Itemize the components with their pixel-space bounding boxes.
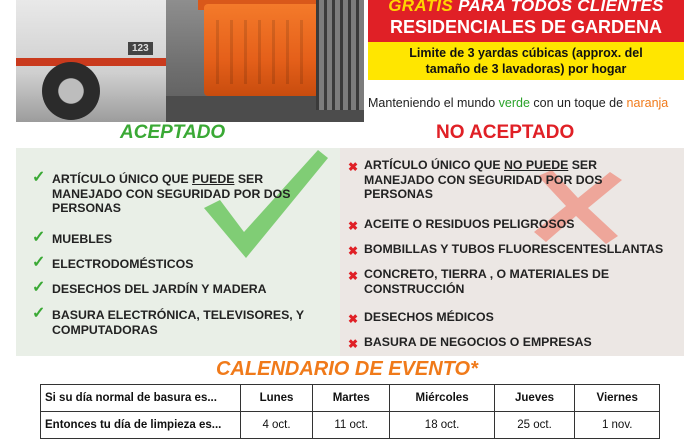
rejected-item-1	[364, 158, 602, 202]
free-banner	[368, 0, 684, 42]
rejected-item-4-line1: CONCRETO, TIERRA , O MATERIALES DE	[364, 267, 610, 281]
day-cell: Miércoles	[390, 385, 494, 412]
check-icon: ✓	[32, 169, 46, 186]
day-cell: Martes	[313, 385, 390, 412]
rejected-item-4	[364, 267, 609, 296]
x-icon: ✖	[348, 337, 359, 351]
calendar-title: CALENDARIO DE EVENTO*	[216, 358, 478, 380]
day-cell: Jueves	[494, 385, 575, 412]
rejected-item-1-post: SER	[568, 158, 597, 172]
accepted-item-2: MUEBLES	[52, 232, 113, 246]
hero-photo	[16, 0, 364, 122]
accepted-item-4: DESECHOS DEL JARDÍN Y MADERA	[52, 282, 267, 296]
date-cell: 18 oct.	[390, 412, 494, 439]
gratis-word: GRATIS	[388, 0, 454, 15]
date-cell: 11 oct.	[313, 412, 390, 439]
motto	[368, 96, 686, 110]
rejected-item-4-line2: CONSTRUCCIÓN	[364, 281, 465, 296]
x-icon: ✖	[348, 160, 359, 174]
calendar-table	[40, 384, 660, 439]
rejected-item-1-pre: ARTÍCULO ÚNICO QUE	[364, 158, 505, 172]
date-cell: 25 oct.	[494, 412, 575, 439]
accepted-item-5-line2: COMPUTADORAS	[52, 322, 158, 337]
accepted-item-5	[52, 308, 304, 337]
accepted-heading: ACEPTADO	[120, 122, 226, 143]
rejected-item-1-line2: MANEJADO CON SEGURIDAD POR DOS	[364, 172, 603, 187]
banner-line-1-rest: PARA TODOS CLIENTES	[453, 0, 664, 15]
accepted-item-1	[52, 172, 290, 216]
x-icon: ✖	[348, 312, 359, 326]
motto-naranja: naranja	[626, 96, 669, 110]
row1-label: Si su día normal de basura es...	[41, 385, 241, 412]
x-icon: ✖	[348, 269, 359, 283]
rejected-item-6: BASURA DE NEGOCIOS O EMPRESAS	[364, 335, 592, 349]
rejected-item-5: DESECHOS MÉDICOS	[364, 310, 494, 324]
limit-box	[368, 42, 684, 80]
row2-label: Entonces tu día de limpieza es...	[41, 412, 241, 439]
motto-verde: verde	[498, 96, 530, 110]
rejected-item-3: BOMBILLAS Y TUBOS FLUORESCENTESLLANTAS	[364, 242, 664, 256]
dumpster-ribs	[216, 20, 310, 84]
accepted-item-1-underline: PUEDE	[192, 172, 235, 186]
date-cell: 4 oct.	[241, 412, 313, 439]
accepted-item-1-post: SER	[234, 172, 264, 186]
truck-wheel	[42, 62, 100, 120]
table-row	[41, 385, 660, 412]
truck-number: 123	[128, 42, 153, 55]
metal-rack	[316, 0, 364, 110]
limit-line-1: Limite de 3 yardas cúbicas (approx. del	[409, 46, 643, 60]
accepted-item-1-line2: MANEJADO CON SEGURIDAD POR DOS	[52, 186, 291, 201]
accepted-item-1-line3: PERSONAS	[52, 201, 122, 215]
x-icon: ✖	[348, 219, 359, 233]
rejected-item-1-line3: PERSONAS	[364, 187, 434, 201]
check-icon: ✓	[32, 254, 46, 271]
motto-middle: con un toque de	[529, 96, 627, 110]
truck-stripe	[16, 58, 166, 66]
check-icon: ✓	[32, 279, 46, 296]
table-row	[41, 412, 660, 439]
check-icon: ✓	[32, 229, 46, 246]
banner-line-1	[368, 0, 684, 16]
x-icon: ✖	[348, 244, 359, 258]
accepted-item-3: ELECTRODOMÉSTICOS	[52, 257, 194, 271]
check-icon: ✓	[32, 305, 46, 322]
rejected-item-2: ACEITE O RESIDUOS PELIGROSOS	[364, 217, 575, 231]
accepted-item-5-line1: BASURA ELECTRÓNICA, TELEVISORES, Y	[52, 308, 305, 322]
date-cell: 1 nov.	[575, 412, 660, 439]
rejected-item-1-underline: NO PUEDE	[504, 158, 569, 172]
accepted-item-1-pre: ARTÍCULO ÚNICO QUE	[52, 172, 193, 186]
rejected-heading: NO ACEPTADO	[436, 122, 575, 143]
day-cell: Lunes	[241, 385, 313, 412]
limit-line-2: tamaño de 3 lavadoras) por hogar	[425, 62, 627, 76]
day-cell: Viernes	[575, 385, 660, 412]
banner-line-2: RESIDENCIALES DE GARDENA	[389, 17, 663, 37]
motto-start: Manteniendo el mundo	[368, 96, 499, 110]
